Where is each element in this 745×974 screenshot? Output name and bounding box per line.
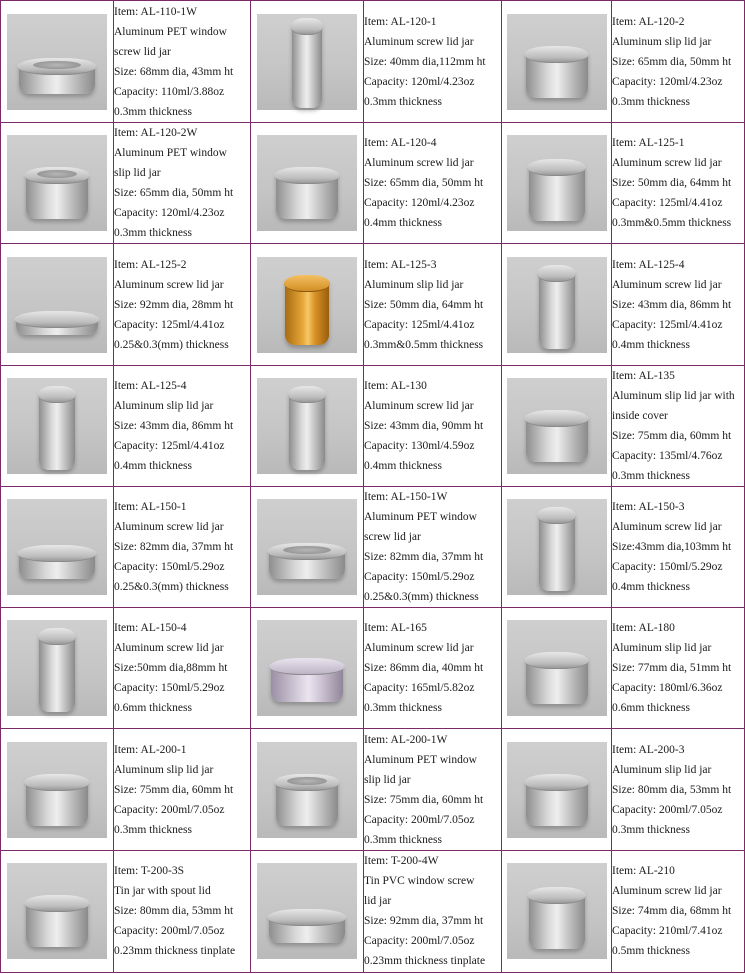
jar-lid-image bbox=[267, 909, 348, 926]
product-spec-line: Capacity: 200ml/7.05oz bbox=[612, 803, 723, 816]
product-spec-line: 0.25&0.3(mm) thickness bbox=[364, 591, 479, 604]
product-spec-line: Size: 65mm dia, 50mm ht bbox=[364, 177, 484, 190]
product-photo bbox=[257, 620, 357, 716]
product-spec-line: Aluminum slip lid jar bbox=[612, 35, 712, 48]
product-spec-cell bbox=[612, 608, 745, 729]
jar-image bbox=[276, 778, 338, 826]
catalog-row bbox=[1, 729, 745, 850]
product-item-code: Item: AL-120-1 bbox=[364, 15, 437, 28]
product-spec-line: Capacity: 200ml/7.05oz bbox=[114, 803, 225, 816]
product-spec-line: 0.4mm thickness bbox=[364, 217, 442, 230]
jar-image bbox=[289, 390, 325, 470]
product-spec-line: Size: 75mm dia, 60mm ht bbox=[612, 429, 732, 442]
jar-lid-image bbox=[38, 628, 76, 645]
product-item-code: Item: AL-120-2 bbox=[612, 15, 685, 28]
product-spec-line: Aluminum slip lid jar bbox=[364, 278, 464, 291]
catalog-row bbox=[1, 365, 745, 486]
jar-image bbox=[26, 171, 88, 219]
product-item-code: Item: AL-125-2 bbox=[114, 258, 187, 271]
product-item-code: Item: AL-165 bbox=[364, 622, 427, 635]
product-photo bbox=[7, 135, 107, 231]
product-photo bbox=[257, 863, 357, 959]
product-spec-line: Size: 68mm dia, 43mm ht bbox=[114, 65, 234, 78]
jar-lid-image bbox=[24, 774, 90, 791]
product-photo bbox=[257, 378, 357, 474]
product-spec-line: Size: 43mm dia, 86mm ht bbox=[114, 419, 234, 432]
product-spec-line: Aluminum slip lid jar with bbox=[612, 389, 735, 402]
product-item-code: Item: AL-150-1W bbox=[364, 491, 448, 504]
product-photo-cell bbox=[1, 486, 114, 607]
product-spec-line: Capacity: 125ml/4.41oz bbox=[612, 197, 723, 210]
product-item-code: Item: AL-200-1W bbox=[364, 733, 448, 746]
product-item-code: Item: T-200-4W bbox=[364, 855, 439, 868]
product-spec-cell bbox=[612, 244, 745, 365]
product-spec-line: Capacity: 210ml/7.41oz bbox=[612, 925, 723, 938]
jar-lid-image bbox=[524, 652, 590, 669]
jar-image bbox=[26, 778, 88, 826]
product-photo-cell bbox=[251, 123, 364, 244]
product-item-code: Item: AL-120-4 bbox=[364, 137, 437, 150]
product-photo bbox=[7, 863, 107, 959]
jar-image bbox=[539, 511, 575, 591]
product-spec-line: 0.3mm thickness bbox=[114, 823, 192, 836]
product-spec-cell bbox=[612, 123, 745, 244]
product-spec-line: Size: 80mm dia, 53mm ht bbox=[114, 905, 234, 918]
product-photo bbox=[507, 620, 607, 716]
product-photo-cell bbox=[502, 365, 612, 486]
jar-image bbox=[16, 315, 98, 335]
product-spec-line: Capacity: 200ml/7.05oz bbox=[364, 813, 475, 826]
jar-lid-image bbox=[267, 543, 348, 560]
jar-lid-image bbox=[527, 887, 586, 904]
jar-lid-image bbox=[537, 265, 575, 282]
product-spec-line: Tin jar with spout lid bbox=[114, 885, 211, 898]
product-spec-line: Capacity: 125ml/4.41oz bbox=[612, 318, 723, 331]
catalog-row bbox=[1, 608, 745, 729]
product-item-code: Item: AL-150-3 bbox=[612, 501, 685, 514]
jar-image bbox=[526, 656, 588, 704]
jar-image bbox=[285, 279, 329, 345]
product-photo bbox=[257, 14, 357, 110]
product-spec-cell bbox=[364, 244, 502, 365]
product-spec-line: Capacity: 150ml/5.29oz bbox=[364, 571, 475, 584]
product-spec-line: Aluminum PET window bbox=[114, 147, 227, 160]
product-spec-line: 0.5mm thickness bbox=[612, 945, 690, 958]
product-spec-cell bbox=[114, 486, 251, 607]
product-spec-cell bbox=[364, 1, 502, 123]
jar-image bbox=[39, 632, 75, 712]
product-spec-line: screw lid jar bbox=[364, 531, 421, 544]
product-spec-line: 0.6mm thickness bbox=[114, 702, 192, 715]
product-spec-line: Capacity: 125ml/4.41oz bbox=[364, 318, 475, 331]
product-spec-cell bbox=[364, 608, 502, 729]
product-spec-cell bbox=[114, 123, 251, 244]
product-spec-line: Aluminum screw lid jar bbox=[364, 157, 474, 170]
product-photo bbox=[507, 14, 607, 110]
product-photo-cell bbox=[502, 123, 612, 244]
product-spec-line: 0.4mm thickness bbox=[364, 459, 442, 472]
product-photo-cell bbox=[1, 608, 114, 729]
product-photo bbox=[7, 620, 107, 716]
product-item-code: Item: AL-110-1W bbox=[114, 5, 197, 18]
product-photo bbox=[507, 135, 607, 231]
jar-lid-image bbox=[17, 545, 98, 562]
product-photo-cell bbox=[251, 1, 364, 123]
jar-lid-image bbox=[274, 167, 340, 184]
jar-image bbox=[539, 269, 575, 349]
product-spec-line: 0.25&0.3(mm) thickness bbox=[114, 581, 229, 594]
product-spec-cell bbox=[612, 365, 745, 486]
product-spec-line: Aluminum screw lid jar bbox=[612, 157, 722, 170]
jar-image bbox=[529, 891, 585, 949]
product-spec-cell bbox=[612, 729, 745, 850]
product-spec-line: Capacity: 150ml/5.29oz bbox=[612, 561, 723, 574]
product-spec-line: 0.23mm thickness tinplate bbox=[114, 945, 236, 958]
product-spec-line: Aluminum screw lid jar bbox=[114, 521, 224, 534]
product-spec-line: 0.3mm thickness bbox=[364, 95, 442, 108]
product-spec-line: screw lid jar bbox=[114, 45, 171, 58]
jar-image bbox=[271, 662, 343, 702]
product-spec-cell bbox=[114, 850, 251, 972]
product-spec-cell bbox=[364, 365, 502, 486]
jar-image bbox=[39, 390, 75, 470]
jar-image bbox=[269, 913, 345, 943]
product-spec-cell bbox=[114, 365, 251, 486]
product-spec-line: Capacity: 200ml/7.05oz bbox=[114, 925, 225, 938]
product-photo bbox=[7, 378, 107, 474]
jar-lid-image bbox=[524, 774, 590, 791]
product-spec-line: Aluminum PET window bbox=[364, 753, 477, 766]
product-spec-line: Aluminum slip lid jar bbox=[114, 399, 214, 412]
jar-image bbox=[276, 171, 338, 219]
product-spec-cell bbox=[114, 244, 251, 365]
catalog-row bbox=[1, 1, 745, 123]
product-spec-line: 0.3mm&0.5mm thickness bbox=[612, 217, 732, 230]
product-photo bbox=[507, 499, 607, 595]
product-photo-cell bbox=[251, 365, 364, 486]
product-spec-line: Size:50mm dia,88mm ht bbox=[114, 662, 228, 675]
product-spec-line: Capacity: 150ml/5.29oz bbox=[114, 561, 225, 574]
product-photo-cell bbox=[251, 850, 364, 972]
jar-lid-image bbox=[38, 386, 76, 403]
product-photo bbox=[7, 257, 107, 353]
jar-lid-image bbox=[284, 275, 331, 292]
product-spec-line: Capacity: 125ml/4.41oz bbox=[114, 439, 225, 452]
product-item-code: Item: AL-210 bbox=[612, 865, 675, 878]
product-spec-line: Capacity: 150ml/5.29oz bbox=[114, 682, 225, 695]
product-spec-line: 0.6mm thickness bbox=[612, 702, 690, 715]
product-spec-line: Capacity: 120ml/4.23oz bbox=[612, 75, 723, 88]
product-photo-cell bbox=[251, 729, 364, 850]
jar-image bbox=[19, 62, 95, 94]
product-spec-line: Size: 43mm dia, 90mm ht bbox=[364, 419, 484, 432]
product-photo bbox=[7, 742, 107, 838]
product-spec-line: 0.3mm thickness bbox=[114, 227, 192, 240]
product-photo-cell bbox=[502, 850, 612, 972]
product-photo-cell bbox=[1, 244, 114, 365]
product-photo-cell bbox=[251, 608, 364, 729]
catalog-body bbox=[1, 1, 745, 973]
jar-lid-image bbox=[269, 658, 345, 675]
product-photo-cell bbox=[1, 729, 114, 850]
jar-lid-image bbox=[24, 895, 90, 912]
product-spec-line: Capacity: 200ml/7.05oz bbox=[364, 935, 475, 948]
product-spec-cell bbox=[612, 850, 745, 972]
product-spec-line: Tin PVC window screw bbox=[364, 875, 475, 888]
product-spec-line: Capacity: 120ml/4.23oz bbox=[364, 75, 475, 88]
product-item-code: Item: AL-150-1 bbox=[114, 501, 187, 514]
product-photo bbox=[257, 742, 357, 838]
jar-lid-image bbox=[14, 311, 101, 328]
jar-image bbox=[269, 547, 345, 579]
product-spec-line: Capacity: 135ml/4.76oz bbox=[612, 449, 723, 462]
product-spec-line: Aluminum screw lid jar bbox=[114, 642, 224, 655]
catalog-row bbox=[1, 123, 745, 244]
product-item-code: Item: AL-200-3 bbox=[612, 743, 685, 756]
product-spec-line: Aluminum screw lid jar bbox=[364, 399, 474, 412]
product-spec-line: Size:43mm dia,103mm ht bbox=[612, 541, 732, 554]
product-spec-cell bbox=[364, 850, 502, 972]
product-spec-line: Capacity: 120ml/4.23oz bbox=[114, 207, 225, 220]
catalog-row bbox=[1, 850, 745, 972]
jar-lid-image bbox=[524, 410, 590, 427]
jar-image bbox=[526, 778, 588, 826]
product-item-code: Item: AL-200-1 bbox=[114, 743, 187, 756]
product-spec-cell bbox=[364, 123, 502, 244]
product-photo bbox=[7, 499, 107, 595]
product-spec-cell bbox=[114, 729, 251, 850]
product-spec-line: 0.4mm thickness bbox=[612, 338, 690, 351]
product-photo-cell bbox=[1, 365, 114, 486]
product-spec-line: Size: 65mm dia, 50mm ht bbox=[612, 55, 732, 68]
product-spec-line: 0.3mm thickness bbox=[114, 105, 192, 118]
product-spec-line: lid jar bbox=[364, 895, 392, 908]
product-spec-line: Size: 75mm dia, 60mm ht bbox=[364, 793, 484, 806]
product-photo-cell bbox=[1, 850, 114, 972]
product-spec-line: Size: 92mm dia, 28mm ht bbox=[114, 298, 234, 311]
product-item-code: Item: AL-125-4 bbox=[612, 258, 685, 271]
product-photo-cell bbox=[502, 608, 612, 729]
product-spec-line: 0.3mm thickness bbox=[612, 469, 690, 482]
product-spec-line: Size: 43mm dia, 86mm ht bbox=[612, 298, 732, 311]
jar-lid-image bbox=[274, 774, 340, 791]
product-spec-line: 0.4mm thickness bbox=[612, 581, 690, 594]
jar-image bbox=[26, 899, 88, 947]
product-spec-line: Capacity: 165ml/5.82oz bbox=[364, 682, 475, 695]
product-photo bbox=[507, 378, 607, 474]
product-photo-cell bbox=[1, 123, 114, 244]
product-spec-line: Capacity: 125ml/4.41oz bbox=[114, 318, 225, 331]
product-photo bbox=[257, 135, 357, 231]
product-spec-line: Aluminum screw lid jar bbox=[364, 35, 474, 48]
product-spec-line: 0.25&0.3(mm) thickness bbox=[114, 338, 229, 351]
product-item-code: Item: AL-125-3 bbox=[364, 258, 437, 271]
product-spec-cell bbox=[364, 486, 502, 607]
product-photo-cell bbox=[502, 729, 612, 850]
product-spec-line: Size: 86mm dia, 40mm ht bbox=[364, 662, 484, 675]
product-spec-line: Aluminum PET window bbox=[114, 25, 227, 38]
catalog-row bbox=[1, 244, 745, 365]
product-spec-line: Capacity: 130ml/4.59oz bbox=[364, 439, 475, 452]
jar-image bbox=[529, 163, 585, 221]
product-spec-line: Aluminum screw lid jar bbox=[364, 642, 474, 655]
product-spec-line: 0.23mm thickness tinplate bbox=[364, 955, 486, 968]
product-spec-line: Aluminum PET window bbox=[364, 511, 477, 524]
product-item-code: Item: AL-130 bbox=[364, 379, 427, 392]
product-photo-cell bbox=[251, 486, 364, 607]
product-photo-cell bbox=[502, 244, 612, 365]
product-spec-line: Aluminum screw lid jar bbox=[612, 521, 722, 534]
catalog-row bbox=[1, 486, 745, 607]
product-spec-line: 0.3mm thickness bbox=[612, 823, 690, 836]
product-item-code: Item: AL-135 bbox=[612, 369, 675, 382]
product-spec-line: Size: 82mm dia, 37mm ht bbox=[364, 551, 484, 564]
product-item-code: Item: AL-125-1 bbox=[612, 137, 685, 150]
product-spec-line: Aluminum slip lid jar bbox=[612, 763, 712, 776]
product-photo bbox=[7, 14, 107, 110]
product-photo-cell bbox=[1, 1, 114, 123]
jar-image bbox=[19, 549, 95, 579]
jar-image bbox=[526, 50, 588, 98]
product-spec-line: 0.4mm thickness bbox=[114, 459, 192, 472]
product-spec-cell bbox=[612, 486, 745, 607]
product-spec-line: 0.3mm thickness bbox=[612, 95, 690, 108]
product-spec-line: Aluminum slip lid jar bbox=[612, 642, 712, 655]
product-spec-line: Size: 65mm dia, 50mm ht bbox=[114, 187, 234, 200]
jar-lid-image bbox=[527, 159, 586, 176]
product-item-code: Item: AL-120-2W bbox=[114, 127, 198, 140]
product-spec-line: inside cover bbox=[612, 409, 668, 422]
product-photo bbox=[507, 257, 607, 353]
product-spec-cell bbox=[114, 1, 251, 123]
product-spec-line: Size: 50mm dia, 64mm ht bbox=[364, 298, 484, 311]
product-spec-cell bbox=[612, 1, 745, 123]
product-spec-line: Size: 75mm dia, 60mm ht bbox=[114, 783, 234, 796]
product-item-code: Item: AL-180 bbox=[612, 622, 675, 635]
product-spec-line: 0.3mm&0.5mm thickness bbox=[364, 338, 484, 351]
product-spec-line: Aluminum screw lid jar bbox=[612, 885, 722, 898]
product-spec-cell bbox=[364, 729, 502, 850]
product-item-code: Item: AL-150-4 bbox=[114, 622, 187, 635]
product-spec-line: Size: 40mm dia,112mm ht bbox=[364, 55, 486, 68]
product-spec-line: Size: 50mm dia, 64mm ht bbox=[612, 177, 732, 190]
jar-image bbox=[526, 414, 588, 462]
product-spec-line: slip lid jar bbox=[114, 167, 161, 180]
product-photo bbox=[507, 742, 607, 838]
product-spec-line: Capacity: 180ml/6.36oz bbox=[612, 682, 723, 695]
jar-lid-image bbox=[17, 58, 98, 75]
jar-lid-image bbox=[537, 507, 575, 524]
product-spec-line: 0.3mm thickness bbox=[364, 833, 442, 846]
product-photo-cell bbox=[502, 1, 612, 123]
product-spec-line: 0.3mm thickness bbox=[364, 702, 442, 715]
product-spec-line: Size: 92mm dia, 37mm ht bbox=[364, 915, 484, 928]
product-photo-cell bbox=[251, 244, 364, 365]
jar-lid-image bbox=[524, 46, 590, 63]
product-spec-line: Size: 74mm dia, 68mm ht bbox=[612, 905, 732, 918]
product-spec-line: Size: 77mm dia, 51mm ht bbox=[612, 662, 732, 675]
product-item-code: Item: T-200-3S bbox=[114, 865, 184, 878]
product-photo bbox=[507, 863, 607, 959]
product-spec-line: Capacity: 110ml/3.88oz bbox=[114, 85, 225, 98]
jar-image bbox=[292, 22, 322, 108]
product-spec-line: Capacity: 120ml/4.23oz bbox=[364, 197, 475, 210]
product-photo bbox=[257, 499, 357, 595]
jar-lid-image bbox=[288, 386, 326, 403]
jar-lid-image bbox=[291, 18, 323, 35]
product-spec-cell bbox=[114, 608, 251, 729]
jar-lid-image bbox=[24, 167, 90, 184]
product-spec-line: Aluminum slip lid jar bbox=[114, 763, 214, 776]
product-spec-line: Size: 82mm dia, 37mm ht bbox=[114, 541, 234, 554]
product-spec-line: slip lid jar bbox=[364, 773, 411, 786]
product-photo-cell bbox=[502, 486, 612, 607]
product-photo bbox=[257, 257, 357, 353]
product-spec-line: Aluminum screw lid jar bbox=[612, 278, 722, 291]
product-item-code: Item: AL-125-4 bbox=[114, 379, 187, 392]
product-spec-line: Size: 80mm dia, 53mm ht bbox=[612, 783, 732, 796]
product-spec-line: Aluminum screw lid jar bbox=[114, 278, 224, 291]
